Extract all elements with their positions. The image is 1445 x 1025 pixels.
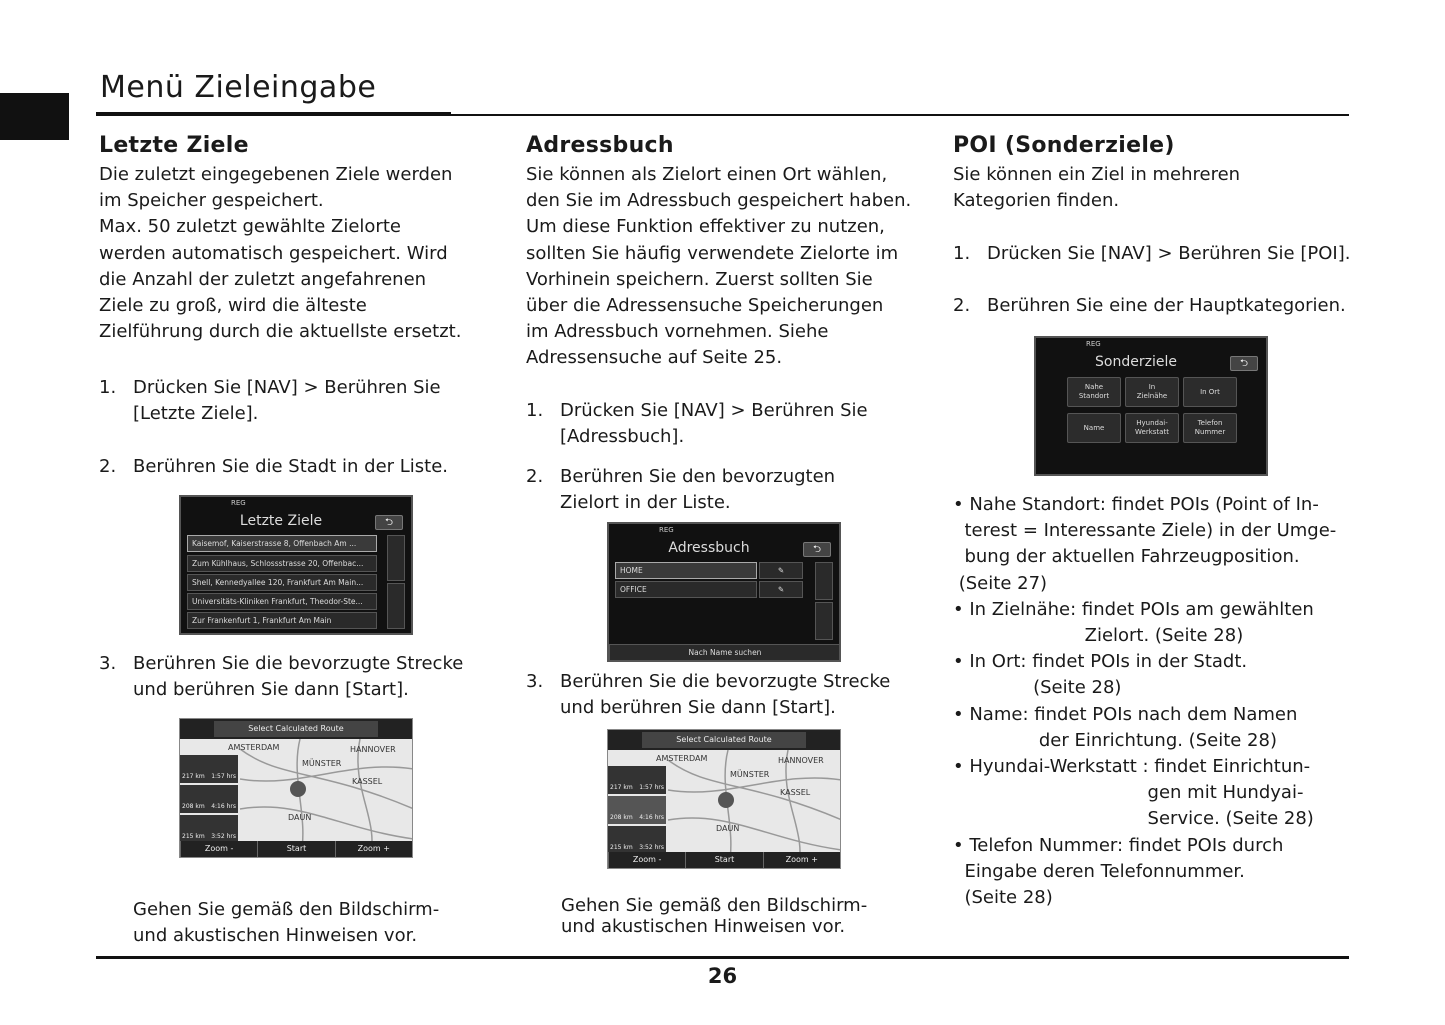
section-heading-letzte-ziele: Letzte Ziele xyxy=(99,133,249,158)
step-text: Drücken Sie [NAV] > Berühren Sie [Letzte Ziele]. xyxy=(133,377,441,425)
city-label: MÜNSTER xyxy=(730,770,770,779)
edit-pencil-icon: ✎ xyxy=(759,581,803,598)
route-distance: 217 km xyxy=(182,773,205,780)
reg-label: REG xyxy=(659,526,674,534)
list-item: Zum Kühlhaus, Schlossstrasse 20, Offenbac... xyxy=(187,555,377,572)
route-distance: 208 km xyxy=(182,803,205,810)
step-text: Drücken Sie [NAV] > Berühren Sie [POI]. xyxy=(987,243,1351,264)
map-button-bar xyxy=(180,841,412,857)
route-time: 1:57 hrs xyxy=(639,784,664,791)
poi-in-zielnaehe-button: In Zielnähe xyxy=(1125,377,1179,407)
route-map-screenshot-1 xyxy=(179,718,413,858)
step-1 xyxy=(99,375,441,427)
list-item: HOME xyxy=(615,562,757,579)
route-distance: 208 km xyxy=(610,814,633,821)
step-number: 2. xyxy=(99,456,117,477)
step-3 xyxy=(526,669,890,721)
route-map-screenshot-2 xyxy=(607,729,841,869)
city-label: AMSTERDAM xyxy=(228,743,280,752)
list-item: Universitäts-Kliniken Frankfurt, Theodor-Ste... xyxy=(187,593,377,610)
map-title-bar xyxy=(608,730,840,750)
poi-nahe-standort-button: Nahe Standort xyxy=(1067,377,1121,407)
city-label: KASSEL xyxy=(780,788,811,797)
route-option-2 xyxy=(180,785,238,813)
poi-intro: Sie können ein Ziel in mehreren Kategorien finden. xyxy=(953,164,1241,212)
back-icon: ⮌ xyxy=(375,515,403,530)
route-time: 1:57 hrs xyxy=(211,773,236,780)
section-heading-poi: POI (Sonderziele) xyxy=(953,133,1175,158)
list-item: Shell, Kennedyallee 120, Frankfurt Am Main... xyxy=(187,574,377,591)
footer-rule xyxy=(96,956,1349,959)
map-title-bar xyxy=(180,719,412,739)
city-label: DAUN xyxy=(288,813,312,822)
page-title: Menü Zieleingabe xyxy=(100,70,377,105)
step-number: 2. xyxy=(953,295,971,316)
zoom-out-button: Zoom - xyxy=(180,841,257,857)
step-2 xyxy=(526,464,835,516)
route-distance: 217 km xyxy=(610,784,633,791)
map-title: Select Calculated Route xyxy=(642,732,806,748)
step-number: 3. xyxy=(99,653,117,674)
route-time: 4:16 hrs xyxy=(639,814,664,821)
scroll-up-button xyxy=(387,535,405,581)
back-icon: ⮌ xyxy=(803,542,831,557)
scroll-up-button xyxy=(815,562,833,600)
step-text: Berühren Sie die Stadt in der Liste. xyxy=(133,456,449,477)
reg-label: REG xyxy=(231,499,246,507)
sonderziele-screenshot xyxy=(1034,336,1268,476)
poi-hyundai-werkstatt-button: Hyundai- Werkstatt xyxy=(1125,413,1179,443)
step-2 xyxy=(99,454,448,480)
map-title: Select Calculated Route xyxy=(214,721,378,737)
step-text: Drücken Sie [NAV] > Berühren Sie [Adressbuch]. xyxy=(560,400,868,448)
route-time: 3:52 hrs xyxy=(211,833,236,840)
adressbuch-screenshot xyxy=(607,522,841,662)
step-text: Berühren Sie den bevorzugten Zielort in der Liste. xyxy=(560,466,836,514)
header-rule-accent xyxy=(96,112,451,116)
list-item: Zur Frankenfurt 1, Frankfurt Am Main xyxy=(187,612,377,629)
route-option-3 xyxy=(180,815,238,843)
route-option-1 xyxy=(608,766,666,794)
poi-name-button: Name xyxy=(1067,413,1121,443)
section-heading-adressbuch: Adressbuch xyxy=(526,133,674,158)
page-number: 26 xyxy=(707,964,738,988)
letzte-ziele-intro: Die zuletzt eingegebenen Ziele werden im Speicher gespeichert. Max. 50 zuletzt gewählte Zielorte werden automatisch gespeichert. Wird die Anzahl der zuletzt angefahrenen Ziele zu groß, wird die älteste Zielführung durch die aktuellste ersetzt. xyxy=(99,164,462,343)
city-label: KASSEL xyxy=(352,777,383,786)
step-1 xyxy=(953,241,1350,267)
route-option-1 xyxy=(180,755,238,783)
map-button-bar xyxy=(608,852,840,868)
screen-title: Adressbuch xyxy=(668,540,750,556)
city-label: DAUN xyxy=(716,824,740,833)
step-2 xyxy=(953,293,1346,319)
letzte-ziele-screenshot xyxy=(179,495,413,635)
edit-pencil-icon: ✎ xyxy=(759,562,803,579)
chapter-tab xyxy=(0,93,69,140)
poi-in-ort-button: In Ort xyxy=(1183,377,1237,407)
step-3 xyxy=(99,651,463,703)
list-item: OFFICE xyxy=(615,581,757,598)
route-option-3 xyxy=(608,826,666,854)
step-text: Berühren Sie eine der Hauptkategorien. xyxy=(987,295,1346,316)
closing-text: Gehen Sie gemäß den Bildschirm- und akustischen Hinweisen vor. xyxy=(561,895,868,937)
start-button: Start xyxy=(685,852,762,868)
city-label: MÜNSTER xyxy=(302,759,342,768)
back-icon: ⮌ xyxy=(1230,356,1258,371)
zoom-out-button: Zoom - xyxy=(608,852,685,868)
scroll-down-button xyxy=(815,602,833,640)
route-distance: 215 km xyxy=(610,844,633,851)
step-number: 1. xyxy=(953,243,971,264)
city-label: HANNOVER xyxy=(350,745,396,754)
route-option-2 xyxy=(608,796,666,824)
step-text: Berühren Sie die bevorzugte Strecke und berühren Sie dann [Start]. xyxy=(560,671,891,719)
search-by-name-button: Nach Name suchen xyxy=(609,644,841,661)
step-1 xyxy=(526,398,868,450)
step-number: 1. xyxy=(99,377,117,398)
step-text: Berühren Sie die bevorzugte Strecke und berühren Sie dann [Start]. xyxy=(133,653,464,701)
adressbuch-intro: Sie können als Zielort einen Ort wählen, den Sie im Adressbuch gespeichert haben. Um diese Funktion effektiver zu nutzen, sollten Sie häufig verwendete Zielorte im Vorhinein speichern. Zuerst sollten Sie über die Adressensuche Speicherungen im Adressbuch vornehmen. Siehe Adressensuche auf Seite 25. xyxy=(526,164,912,369)
scroll-down-button xyxy=(387,583,405,629)
zoom-in-button: Zoom + xyxy=(335,841,412,857)
route-time: 4:16 hrs xyxy=(211,803,236,810)
route-time: 3:52 hrs xyxy=(639,844,664,851)
screen-title: Sonderziele xyxy=(1095,354,1177,370)
reg-label: REG xyxy=(1086,340,1101,348)
zoom-in-button: Zoom + xyxy=(763,852,840,868)
start-button: Start xyxy=(257,841,334,857)
poi-category-list: • Nahe Standort: findet POIs (Point of In- terest = Interessante Ziele) in der Umge- bung der aktuellen Fahrzeugposition. (Seite 27) • In Zielnähe: findet POIs am gewählten Zielort. (Seite 28) • In Ort: findet POIs in der Stadt. (Seite 28) • Name: findet POIs nach dem Namen der Einrichtung. (Seite 28) • Hyundai-Werkstatt : findet Einrichtun- gen mit Hundyai- Service. (Seite 28) • Telefon Nummer: findet POIs durch Eingabe deren Telefonnummer. (Seite 28) xyxy=(953,494,1337,909)
city-label: AMSTERDAM xyxy=(656,754,708,763)
route-distance: 215 km xyxy=(182,833,205,840)
screen-title: Letzte Ziele xyxy=(239,513,323,529)
poi-telefon-nummer-button: Telefon Nummer xyxy=(1183,413,1237,443)
list-item: Kaisemof, Kaiserstrasse 8, Offenbach Am ... xyxy=(187,535,377,552)
step-number: 2. xyxy=(526,466,544,487)
step-number: 3. xyxy=(526,671,544,692)
closing-text: Gehen Sie gemäß den Bildschirm- und akustischen Hinweisen vor. xyxy=(133,899,440,947)
city-label: HANNOVER xyxy=(778,756,824,765)
step-number: 1. xyxy=(526,400,544,421)
